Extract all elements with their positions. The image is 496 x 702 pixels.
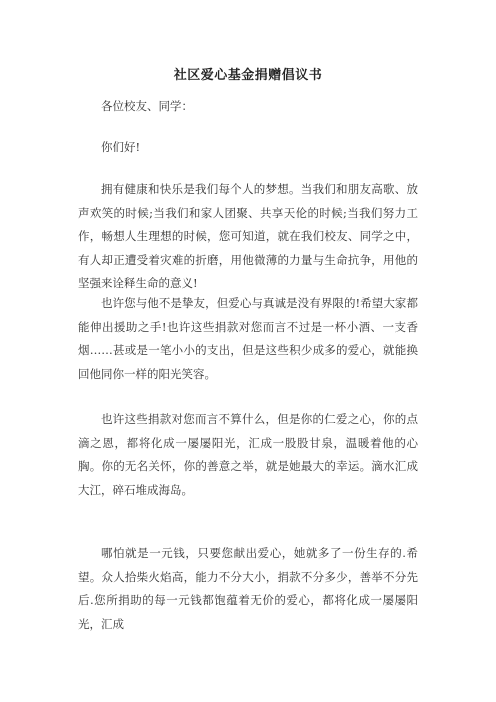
salutation: 各位校友、同学： — [101, 99, 193, 113]
paragraph-3: 也许这些捐款对您而言不算什么，但是你的仁爱之心，你的点滴之恩，都将化成一屡屡阳光，汇成一股股甘泉，温暖着他的心胸。你的无名关怀，你的善意之举，就是她最大的幸运。滴水汇成大江，碎石堆成海岛。 — [78, 412, 418, 497]
paragraph-1: 拥有健康和快乐是我们每个人的梦想。当我们和朋友高歌、放声欢笑的时候;当我们和家人团聚、共享天伦的时候;当我们努力工作，畅想人生理想的时候，您可知道，就在我们校友、同学之中，有人却正遭受着灾难的折磨，用他微薄的力量与生命抗争，用他的坚强来诠释生命的意义! — [78, 182, 418, 290]
greeting: 你们好! — [101, 140, 141, 154]
document-title: 社区爱心基金捐赠倡议书 — [173, 68, 323, 83]
paragraph-4: 哪怕就是一元钱，只要您献出爱心，她就多了一份生存的.希望。众人拾柴火焰高，能力不分大小，捐款不分多少，善举不分先后.您所捐助的每一元钱都饱蕴着无价的爱心，都将化成一屡屡阳光，汇成 — [78, 546, 418, 631]
paragraph-2: 也许您与他不是挚友，但爱心与真诚是没有界限的!希望大家都能伸出援助之手!也许这些捐款对您而言不过是一杯小酒、一支香烟……甚或是一笔小小的支出，但是这些积少成多的爱心，就能换回他同你一样的阳光笑容。 — [78, 296, 418, 381]
